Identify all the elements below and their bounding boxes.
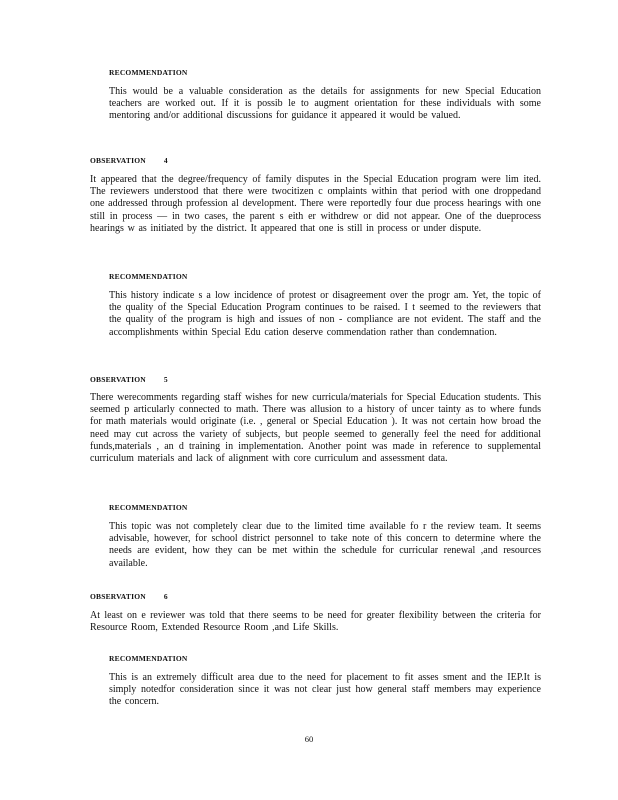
recommendation-heading: RECOMMENDATION xyxy=(109,272,188,281)
observation-text: It appeared that the degree/frequency of family disputes in the Special Education program were lim ited. The reviewers understood that there were twocitizen c omplaints within that period with one droppedand one addressed through profession al development. There were reportedly four due process hearings with one still in process — in two cases, the parent s eith er withdrew or did not appear. One of the dueprocess hearings w as initiated by the district. It appeared that one is still in process or under dispute. xyxy=(90,174,541,234)
observation-number: 4 xyxy=(163,156,168,165)
recommendation-text: This history indicate s a low incidence of protest or disagreement over the progr am. Yet, the topic of the quality of the Special Education Program continues to be raised. I t seemed to the reviewers that the quality of the program is high and issues of non - compliance are not evident. The staff and the accomplishments within Special Edu cation deserve commendation rather than condemnation. xyxy=(109,290,541,338)
observation-text: At least on e reviewer was told that there seems to be need for greater flexibility between the criteria for Resource Room, Extended Resource Room ,and Life Skills. xyxy=(90,610,541,634)
observation-heading: OBSERVATION 6 xyxy=(90,592,168,601)
recommendation-heading: RECOMMENDATION xyxy=(109,68,188,77)
page-number: 60 xyxy=(304,734,314,744)
observation-text: There werecomments regarding staff wishes for new curricula/materials for Special Education students. This seemed p articularly connected to math. There was allusion to a history of uncer tainty as to where funds for math materials would originate (i.e. , general or Special Education ). It was not certain how broad the need may cut across the variety of subjects, but people seemed to generally feel the need for additional funds,materials , an d training in implementation. Another point was made in reference to supplemental curriculum materials and lack of alignment with core curriculum and assessment data. xyxy=(90,392,541,465)
recommendation-heading: RECOMMENDATION xyxy=(109,503,188,512)
recommendation-heading: RECOMMENDATION xyxy=(109,654,188,663)
recommendation-text: This topic was not completely clear due to the limited time available fo r the review team. It seems advisable, however, for school district personnel to take note of this concern to determine where the needs are evident, how they can be met within the schedule for curricular renewal ,and resources available. xyxy=(109,521,541,569)
recommendation-text: This would be a valuable consideration as the details for assignments for new Special Education teachers are worked out. If it is possib le to augment orientation for these individuals with some mentoring and/or additional discussions for guidance it appeared it would be valued. xyxy=(109,86,541,122)
observation-number: 5 xyxy=(163,375,168,384)
observation-heading: OBSERVATION 4 xyxy=(90,156,168,165)
observation-number: 6 xyxy=(163,592,168,601)
recommendation-text: This is an extremely difficult area due to the need for placement to fit asses sment and the IEP.It is simply notedfor consideration since it was not clear just how general staff members may experience the concern. xyxy=(109,672,541,708)
observation-heading: OBSERVATION 5 xyxy=(90,375,168,384)
